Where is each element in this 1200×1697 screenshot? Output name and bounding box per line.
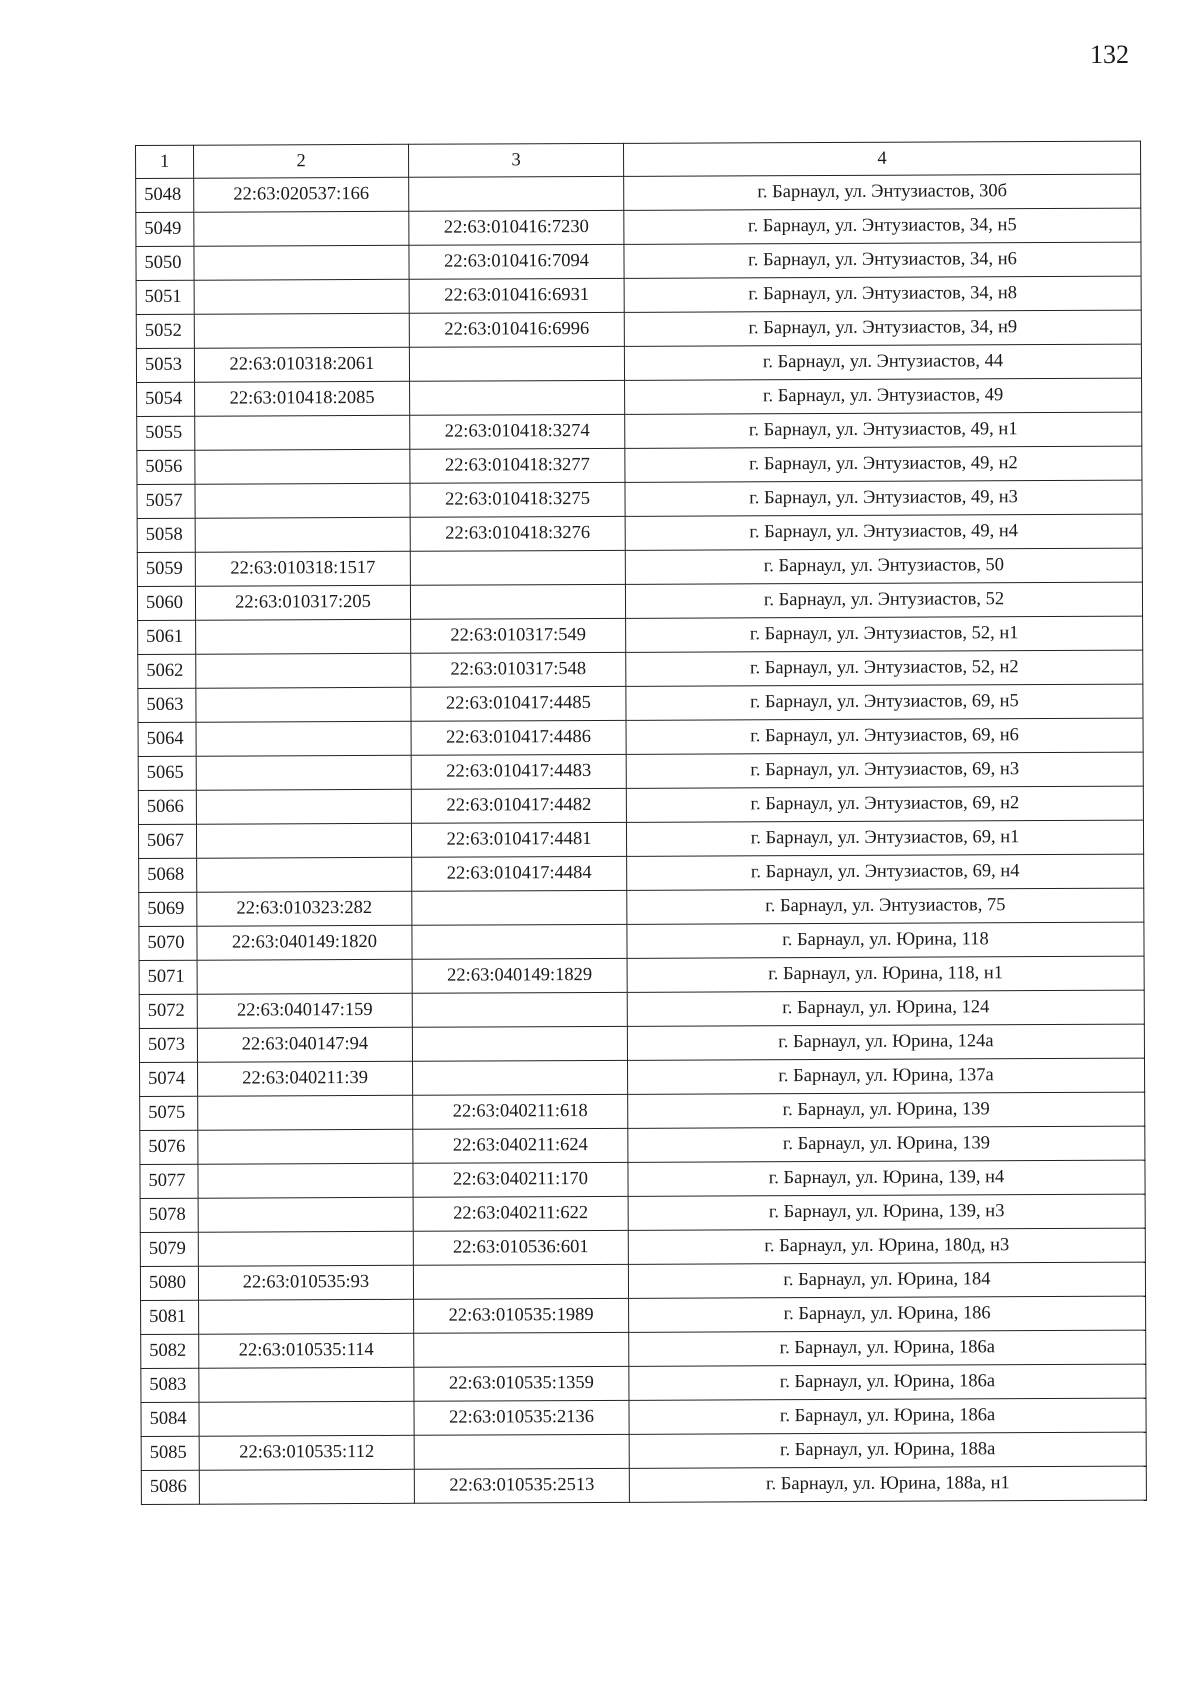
object-cadastral-number-cell: 22:63:040211:624: [413, 1128, 628, 1163]
object-cadastral-number-cell: 22:63:010535:1989: [414, 1298, 629, 1333]
table-header: [136, 141, 1141, 178]
row-number-cell: 5071: [139, 960, 197, 994]
land-cadastral-number-cell: [196, 687, 411, 722]
address-cell: г. Барнаул, ул. Юрина, 186а: [629, 1364, 1146, 1400]
object-cadastral-number-cell: [410, 550, 625, 585]
land-cadastral-number-cell: 22:63:040147:94: [197, 1027, 412, 1062]
row-number-cell: 5056: [137, 450, 195, 484]
object-cadastral-number-cell: [409, 346, 624, 381]
table-row: [139, 1024, 1144, 1062]
row-number-cell: 5066: [138, 790, 196, 824]
object-cadastral-number-cell: [409, 176, 624, 211]
land-cadastral-number-cell: [199, 1469, 414, 1504]
land-cadastral-number-cell: [196, 755, 411, 790]
table-row: [138, 650, 1143, 688]
row-number-cell: 5073: [139, 1028, 197, 1062]
table-row: [141, 1330, 1146, 1368]
address-cell: г. Барнаул, ул. Энтузиастов, 44: [624, 344, 1141, 380]
land-cadastral-number-cell: [197, 857, 412, 892]
table-body: [136, 174, 1147, 1504]
land-cadastral-number-cell: 22:63:010418:2085: [195, 381, 410, 416]
object-cadastral-number-cell: 22:63:010417:4482: [411, 788, 626, 823]
row-number-cell: 5052: [136, 314, 194, 348]
row-number-cell: 5067: [138, 824, 196, 858]
object-cadastral-number-cell: [412, 1026, 627, 1061]
land-cadastral-number-cell: [199, 1299, 414, 1334]
table-row: [136, 344, 1141, 382]
registry-table-wrapper: [135, 141, 1147, 1505]
object-cadastral-number-cell: 22:63:010317:549: [411, 618, 626, 653]
table-row: [140, 1058, 1145, 1096]
table-row: [137, 548, 1142, 586]
table-row: [140, 1160, 1145, 1198]
row-number-cell: 5063: [138, 688, 196, 722]
address-cell: г. Барнаул, ул. Энтузиастов, 34, н6: [624, 242, 1141, 278]
address-cell: г. Барнаул, ул. Юрина, 184: [628, 1262, 1145, 1298]
registry-table: [135, 141, 1147, 1505]
row-number-cell: 5078: [140, 1198, 198, 1232]
address-cell: г. Барнаул, ул. Энтузиастов, 49, н4: [625, 514, 1142, 550]
table-row: [136, 276, 1141, 314]
land-cadastral-number-cell: [194, 313, 409, 348]
row-number-cell: 5081: [141, 1300, 199, 1334]
table-row: [138, 786, 1143, 824]
row-number-cell: 5072: [139, 994, 197, 1028]
object-cadastral-number-cell: [414, 1434, 629, 1469]
land-cadastral-number-cell: [196, 789, 411, 824]
row-number-cell: 5050: [136, 246, 194, 280]
object-cadastral-number-cell: 22:63:010535:2513: [414, 1468, 629, 1503]
table-row: [139, 990, 1144, 1028]
row-number-cell: 5065: [138, 756, 196, 790]
row-number-cell: 5074: [140, 1062, 198, 1096]
object-cadastral-number-cell: 22:63:010317:548: [411, 652, 626, 687]
object-cadastral-number-cell: 22:63:010417:4481: [411, 822, 626, 857]
address-cell: г. Барнаул, ул. Энтузиастов, 34, н5: [624, 208, 1141, 244]
row-number-cell: 5082: [141, 1334, 199, 1368]
land-cadastral-number-cell: 22:63:040211:39: [198, 1061, 413, 1096]
table-row: [140, 1194, 1145, 1232]
address-cell: г. Барнаул, ул. Энтузиастов, 69, н1: [626, 820, 1143, 856]
column-header-1: 1: [136, 145, 194, 178]
row-number-cell: 5069: [139, 892, 197, 926]
address-cell: г. Барнаул, ул. Юрина, 186а: [629, 1330, 1146, 1366]
address-cell: г. Барнаул, ул. Юрина, 118, н1: [627, 956, 1144, 992]
table-row: [138, 718, 1143, 756]
table-row: [138, 684, 1143, 722]
column-header-3: 3: [408, 143, 623, 177]
land-cadastral-number-cell: [194, 245, 409, 280]
row-number-cell: 5077: [140, 1164, 198, 1198]
object-cadastral-number-cell: 22:63:010535:1359: [414, 1366, 629, 1401]
address-cell: г. Барнаул, ул. Энтузиастов, 30б: [624, 174, 1141, 210]
table-row: [136, 208, 1141, 246]
row-number-cell: 5079: [140, 1232, 198, 1266]
object-cadastral-number-cell: 22:63:040211:622: [413, 1196, 628, 1231]
object-cadastral-number-cell: 22:63:040149:1829: [412, 958, 627, 993]
land-cadastral-number-cell: [195, 483, 410, 518]
object-cadastral-number-cell: 22:63:010417:4486: [411, 720, 626, 755]
land-cadastral-number-cell: 22:63:010323:282: [197, 891, 412, 926]
land-cadastral-number-cell: 22:63:020537:166: [194, 177, 409, 212]
address-cell: г. Барнаул, ул. Энтузиастов, 52, н2: [626, 650, 1143, 686]
table-row: [141, 1296, 1146, 1334]
object-cadastral-number-cell: 22:63:010418:3275: [410, 482, 625, 517]
page-number: 132: [1090, 40, 1129, 69]
table-row: [138, 752, 1143, 790]
object-cadastral-number-cell: [412, 924, 627, 959]
land-cadastral-number-cell: [195, 517, 410, 552]
table-row: [141, 1364, 1146, 1402]
land-cadastral-number-cell: [195, 449, 410, 484]
land-cadastral-number-cell: [196, 823, 411, 858]
land-cadastral-number-cell: [199, 1401, 414, 1436]
column-header-4: 4: [623, 141, 1140, 176]
land-cadastral-number-cell: 22:63:010318:1517: [195, 551, 410, 586]
land-cadastral-number-cell: 22:63:010317:205: [195, 585, 410, 620]
object-cadastral-number-cell: [410, 584, 625, 619]
object-cadastral-number-cell: [413, 1060, 628, 1095]
row-number-cell: 5051: [136, 280, 194, 314]
land-cadastral-number-cell: [198, 1095, 413, 1130]
row-number-cell: 5080: [140, 1266, 198, 1300]
land-cadastral-number-cell: [195, 415, 410, 450]
table-row: [137, 412, 1142, 450]
row-number-cell: 5054: [137, 382, 195, 416]
address-cell: г. Барнаул, ул. Энтузиастов, 75: [627, 888, 1144, 924]
table-row: [141, 1466, 1146, 1504]
table-row: [138, 820, 1143, 858]
address-cell: г. Барнаул, ул. Энтузиастов, 52: [625, 582, 1142, 618]
address-cell: г. Барнаул, ул. Юрина, 139: [628, 1092, 1145, 1128]
table-row: [137, 378, 1142, 416]
land-cadastral-number-cell: [198, 1129, 413, 1164]
row-number-cell: 5049: [136, 212, 194, 246]
table-row: [141, 1398, 1146, 1436]
row-number-cell: 5060: [137, 586, 195, 620]
address-cell: г. Барнаул, ул. Юрина, 186а: [629, 1398, 1146, 1434]
land-cadastral-number-cell: [194, 279, 409, 314]
object-cadastral-number-cell: [410, 380, 625, 415]
land-cadastral-number-cell: [199, 1367, 414, 1402]
address-cell: г. Барнаул, ул. Энтузиастов, 69, н2: [626, 786, 1143, 822]
land-cadastral-number-cell: [194, 211, 409, 246]
address-cell: г. Барнаул, ул. Юрина, 124: [627, 990, 1144, 1026]
object-cadastral-number-cell: 22:63:010417:4485: [411, 686, 626, 721]
table-row: [139, 888, 1144, 926]
table-row: [137, 480, 1142, 518]
address-cell: г. Барнаул, ул. Юрина, 139: [628, 1126, 1145, 1162]
table-row: [137, 514, 1142, 552]
address-cell: г. Барнаул, ул. Энтузиастов, 52, н1: [626, 616, 1143, 652]
table-row: [140, 1228, 1145, 1266]
address-cell: г. Барнаул, ул. Юрина, 139, н4: [628, 1160, 1145, 1196]
land-cadastral-number-cell: 22:63:010535:114: [199, 1333, 414, 1368]
row-number-cell: 5055: [137, 416, 195, 450]
table-row: [140, 1262, 1145, 1300]
column-header-2: 2: [194, 144, 409, 178]
object-cadastral-number-cell: [412, 890, 627, 925]
land-cadastral-number-cell: [196, 619, 411, 654]
object-cadastral-number-cell: [413, 1264, 628, 1299]
row-number-cell: 5075: [140, 1096, 198, 1130]
address-cell: г. Барнаул, ул. Юрина, 139, н3: [628, 1194, 1145, 1230]
row-number-cell: 5061: [138, 620, 196, 654]
row-number-cell: 5048: [136, 178, 194, 212]
table-row: [139, 956, 1144, 994]
row-number-cell: 5083: [141, 1368, 199, 1402]
land-cadastral-number-cell: [197, 959, 412, 994]
row-number-cell: 5057: [137, 484, 195, 518]
address-cell: г. Барнаул, ул. Энтузиастов, 49, н1: [625, 412, 1142, 448]
land-cadastral-number-cell: [198, 1197, 413, 1232]
object-cadastral-number-cell: 22:63:010416:6996: [409, 312, 624, 347]
table-row: [136, 174, 1141, 212]
row-number-cell: 5085: [141, 1436, 199, 1470]
address-cell: г. Барнаул, ул. Энтузиастов, 69, н3: [626, 752, 1143, 788]
object-cadastral-number-cell: 22:63:010418:3274: [410, 414, 625, 449]
row-number-cell: 5086: [141, 1470, 199, 1504]
address-cell: г. Барнаул, ул. Энтузиастов, 34, н8: [624, 276, 1141, 312]
address-cell: г. Барнаул, ул. Юрина, 124а: [627, 1024, 1144, 1060]
table-row: [139, 854, 1144, 892]
object-cadastral-number-cell: [414, 1332, 629, 1367]
table-row: [140, 1092, 1145, 1130]
land-cadastral-number-cell: [198, 1163, 413, 1198]
land-cadastral-number-cell: [196, 721, 411, 756]
table-row: [136, 242, 1141, 280]
table-row: [137, 446, 1142, 484]
object-cadastral-number-cell: 22:63:010416:6931: [409, 278, 624, 313]
object-cadastral-number-cell: 22:63:010536:601: [413, 1230, 628, 1265]
table-row: [139, 922, 1144, 960]
row-number-cell: 5053: [136, 348, 194, 382]
address-cell: г. Барнаул, ул. Энтузиастов, 50: [625, 548, 1142, 584]
address-cell: г. Барнаул, ул. Юрина, 188а: [629, 1432, 1146, 1468]
address-cell: г. Барнаул, ул. Энтузиастов, 34, н9: [624, 310, 1141, 346]
land-cadastral-number-cell: [198, 1231, 413, 1266]
address-cell: г. Барнаул, ул. Энтузиастов, 69, н6: [626, 718, 1143, 754]
object-cadastral-number-cell: 22:63:010416:7230: [409, 210, 624, 245]
object-cadastral-number-cell: [412, 992, 627, 1027]
object-cadastral-number-cell: 22:63:040211:170: [413, 1162, 628, 1197]
table-row: [141, 1432, 1146, 1470]
row-number-cell: 5070: [139, 926, 197, 960]
row-number-cell: 5076: [140, 1130, 198, 1164]
address-cell: г. Барнаул, ул. Энтузиастов, 69, н5: [626, 684, 1143, 720]
address-cell: г. Барнаул, ул. Юрина, 118: [627, 922, 1144, 958]
row-number-cell: 5059: [137, 552, 195, 586]
table-row: [138, 616, 1143, 654]
object-cadastral-number-cell: 22:63:010418:3276: [410, 516, 625, 551]
object-cadastral-number-cell: 22:63:010418:3277: [410, 448, 625, 483]
object-cadastral-number-cell: 22:63:010417:4483: [411, 754, 626, 789]
object-cadastral-number-cell: 22:63:010416:7094: [409, 244, 624, 279]
land-cadastral-number-cell: 22:63:040149:1820: [197, 925, 412, 960]
table-row: [140, 1126, 1145, 1164]
address-cell: г. Барнаул, ул. Энтузиастов, 49, н3: [625, 480, 1142, 516]
row-number-cell: 5058: [137, 518, 195, 552]
land-cadastral-number-cell: 22:63:010318:2061: [194, 347, 409, 382]
land-cadastral-number-cell: 22:63:040147:159: [197, 993, 412, 1028]
table-row: [136, 310, 1141, 348]
row-number-cell: 5064: [138, 722, 196, 756]
address-cell: г. Барнаул, ул. Юрина, 137а: [627, 1058, 1144, 1094]
table-row: [137, 582, 1142, 620]
header-row: [136, 141, 1141, 178]
land-cadastral-number-cell: 22:63:010535:112: [199, 1435, 414, 1470]
address-cell: г. Барнаул, ул. Энтузиастов, 49, н2: [625, 446, 1142, 482]
land-cadastral-number-cell: 22:63:010535:93: [198, 1265, 413, 1300]
address-cell: г. Барнаул, ул. Энтузиастов, 49: [625, 378, 1142, 414]
address-cell: г. Барнаул, ул. Юрина, 188а, н1: [629, 1466, 1146, 1502]
address-cell: г. Барнаул, ул. Юрина, 186: [629, 1296, 1146, 1332]
object-cadastral-number-cell: 22:63:010417:4484: [412, 856, 627, 891]
land-cadastral-number-cell: [196, 653, 411, 688]
object-cadastral-number-cell: 22:63:040211:618: [413, 1094, 628, 1129]
row-number-cell: 5068: [139, 858, 197, 892]
row-number-cell: 5084: [141, 1402, 199, 1436]
address-cell: г. Барнаул, ул. Энтузиастов, 69, н4: [627, 854, 1144, 890]
row-number-cell: 5062: [138, 654, 196, 688]
object-cadastral-number-cell: 22:63:010535:2136: [414, 1400, 629, 1435]
address-cell: г. Барнаул, ул. Юрина, 180д, н3: [628, 1228, 1145, 1264]
